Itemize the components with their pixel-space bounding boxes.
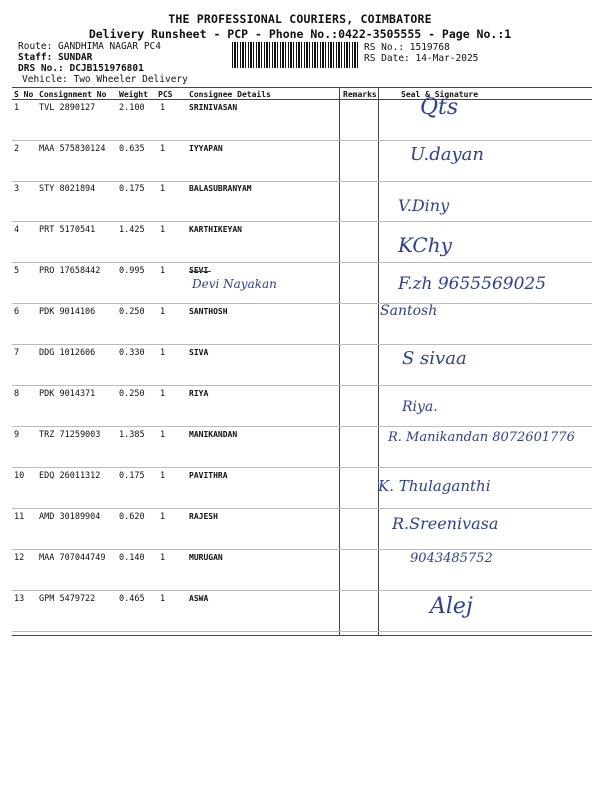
row-consignment-no: TRZ 71259003	[39, 430, 101, 440]
row-weight: 0.465	[119, 594, 145, 604]
row-weight: 0.140	[119, 553, 145, 563]
signature: Alej	[430, 594, 473, 619]
row-pcs: 1	[160, 307, 166, 317]
row-separator	[12, 385, 592, 386]
row-sno: 13	[14, 594, 25, 604]
row-sno: 5	[14, 266, 20, 276]
row-sno: 6	[14, 307, 20, 317]
route-text: Route: GANDHIMA NAGAR PC4	[18, 41, 161, 52]
barcode-image	[232, 42, 358, 68]
row-consignee: RIYA	[189, 389, 209, 398]
col-remarks: Remarks	[343, 90, 377, 99]
row-consignee: RAJESH	[189, 512, 218, 521]
signature: R. Manikandan 8072601776	[388, 430, 575, 445]
signature: R.Sreenivasa	[392, 514, 499, 533]
row-consignee: PAVITHRA	[189, 471, 228, 480]
row-consignee: ASWA	[189, 594, 209, 603]
vehicle-text: Vehicle: Two Wheeler Delivery	[22, 74, 188, 85]
row-weight: 1.385	[119, 430, 145, 440]
row-pcs: 1	[160, 225, 166, 235]
row-separator	[12, 631, 592, 632]
row-consignment-no: PDK 9014371	[39, 389, 96, 399]
signature: Santosh	[380, 303, 438, 319]
row-consignee: MANIKANDAN	[189, 430, 238, 439]
row-weight: 1.425	[119, 225, 145, 235]
remarks-divider	[339, 87, 340, 635]
row-separator	[12, 221, 592, 222]
col-pcs: PCS	[158, 90, 173, 99]
row-separator	[12, 426, 592, 427]
row-pcs: 1	[160, 471, 166, 481]
col-signature: Seal & Signature	[401, 90, 479, 99]
row-weight: 0.330	[119, 348, 145, 358]
row-consignee: MURUGAN	[189, 553, 223, 562]
row-separator	[12, 344, 592, 345]
row-sno: 3	[14, 184, 20, 194]
rs-date: RS Date: 14-Mar-2025	[364, 53, 479, 64]
row-weight: 0.250	[119, 307, 145, 317]
row-weight: 0.995	[119, 266, 145, 276]
row-sno: 12	[14, 553, 25, 563]
table-header-rule	[12, 99, 592, 100]
row-sno: 2	[14, 144, 20, 154]
row-separator	[12, 549, 592, 550]
row-weight: 0.175	[119, 471, 145, 481]
row-consignment-no: GPM 5479722	[39, 594, 96, 604]
row-consignment-no: PRO 17658442	[39, 266, 101, 276]
row-weight: 0.620	[119, 512, 145, 522]
row-consignment-no: STY 8021894	[39, 184, 96, 194]
signature: S sivaa	[402, 348, 467, 369]
handwritten-note: Devi Nayakan	[192, 277, 277, 291]
row-pcs: 1	[160, 553, 166, 563]
row-consignee: SIVA	[189, 348, 209, 357]
strikethrough-mark	[189, 271, 211, 272]
row-consignment-no: DDG 1012606	[39, 348, 96, 358]
row-consignment-no: PDK 9014106	[39, 307, 96, 317]
row-pcs: 1	[160, 144, 166, 154]
row-sno: 7	[14, 348, 20, 358]
row-consignee: IYYAPAN	[189, 144, 223, 153]
row-pcs: 1	[160, 512, 166, 522]
row-separator	[12, 262, 592, 263]
row-consignment-no: TVL 2890127	[39, 103, 96, 113]
row-separator	[12, 590, 592, 591]
row-sno: 10	[14, 471, 25, 481]
row-consignment-no: MAA 707044749	[39, 553, 106, 563]
signature: 9043485752	[410, 551, 493, 566]
runsheet-subtitle: Delivery Runsheet - PCP - Phone No.:0422-3505555 - Page No.:1	[88, 27, 512, 41]
row-consignee: KARTHIKEYAN	[189, 225, 242, 234]
signature: Riya.	[402, 399, 438, 415]
row-sno: 11	[14, 512, 25, 522]
row-separator	[12, 181, 592, 182]
signature: F.zh 9655569025	[398, 274, 547, 294]
row-separator	[12, 303, 592, 304]
table-top-rule	[12, 87, 592, 88]
row-weight: 0.175	[119, 184, 145, 194]
row-separator	[12, 508, 592, 509]
row-consignment-no: PRT 5170541	[39, 225, 96, 235]
row-separator	[12, 467, 592, 468]
row-consignee: BALASUBRANYAM	[189, 184, 252, 193]
row-consignee: SANTHOSH	[189, 307, 228, 316]
rs-number: RS No.: 1519768	[364, 42, 450, 53]
row-sno: 4	[14, 225, 20, 235]
row-weight: 0.635	[119, 144, 145, 154]
signature: U.dayan	[410, 144, 484, 165]
table-bottom-rule	[12, 635, 592, 636]
row-pcs: 1	[160, 389, 166, 399]
signature: KChy	[398, 233, 452, 257]
col-weight: Weight	[119, 90, 148, 99]
signature: K. Thulaganthi	[378, 477, 491, 495]
drs-number: DRS No.: DCJB151976801	[18, 63, 144, 74]
row-consignment-no: AMD 30189904	[39, 512, 101, 522]
col-consignment: Consignment No	[39, 90, 107, 99]
col-consignee: Consignee Details	[189, 90, 271, 99]
signature: V.Diny	[398, 196, 450, 215]
row-consignee: SRINIVASAN	[189, 103, 238, 112]
row-sno: 1	[14, 103, 20, 113]
signature-divider	[378, 87, 379, 635]
row-pcs: 1	[160, 594, 166, 604]
row-pcs: 1	[160, 266, 166, 276]
row-consignment-no: MAA 575830124	[39, 144, 106, 154]
row-pcs: 1	[160, 348, 166, 358]
staff-text: Staff: SUNDAR	[18, 52, 93, 63]
row-sno: 9	[14, 430, 20, 440]
row-weight: 0.250	[119, 389, 145, 399]
row-sno: 8	[14, 389, 20, 399]
row-pcs: 1	[160, 430, 166, 440]
row-separator	[12, 140, 592, 141]
row-weight: 2.100	[119, 103, 145, 113]
signature: Qts	[420, 95, 459, 120]
row-pcs: 1	[160, 103, 166, 113]
col-sno: S No	[14, 90, 34, 99]
row-pcs: 1	[160, 184, 166, 194]
row-consignment-no: EDQ 26011312	[39, 471, 101, 481]
company-title: THE PROFESSIONAL COURIERS, COIMBATORE	[168, 12, 432, 26]
